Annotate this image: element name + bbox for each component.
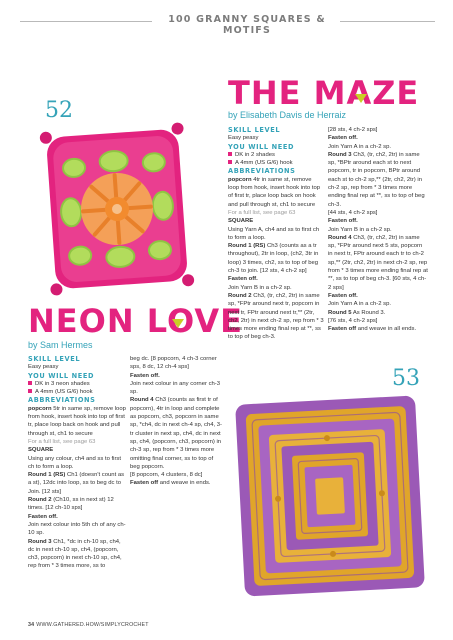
footer-url[interactable]: WWW.GATHERED.HOW/SIMPLYCROCHET <box>36 622 149 628</box>
title-triangle-icon <box>355 94 367 103</box>
instruction-line: Round 1 (RS) Ch3 (counts as a tr throughout), 2tr in loop, (ch2, 3tr in loop) 3 times, ch2, ss to top of beg ch-3 to join. [12 sts, 4 ch-2 sp] <box>228 243 319 275</box>
instruction-line: Fasten off and weave in all ends. <box>328 326 417 333</box>
neon-love-column-1 <box>28 355 128 571</box>
the-maze-title: THE MAZE <box>228 74 420 112</box>
instruction-line: Join Yarn B in a ch-2 sp. <box>228 284 292 291</box>
instruction-line: beg dc. [8 popcorn, 4 ch-3 corner sps, 8 dc, 12 ch-4 sps] <box>130 356 217 371</box>
title-triangle-icon <box>172 319 184 328</box>
instruction-line: Round 2 (Ch10, ss in next st) 12 times. [12 ch-10 sps] <box>28 497 114 512</box>
abbreviation: popcorn 5tr in same sp, remove loop from hook, insert hook into top of first tr, place loop back on hook and pull through st, ch1 to secure <box>28 405 126 437</box>
instruction-line: Fasten off. <box>328 135 358 142</box>
skill-level: Easy peasy <box>28 364 59 371</box>
neon-love-column-2 <box>130 355 222 488</box>
instruction-line: Using Yarn A, ch4 and ss to first ch to form a loop. <box>228 226 320 241</box>
bullet-icon <box>28 381 32 385</box>
pattern-number-53: 53 <box>392 366 420 391</box>
instruction-line: Join Yarn A in a ch-2 sp. <box>328 301 391 308</box>
header-rule-left <box>20 21 152 22</box>
the-maze-column-2 <box>328 126 428 333</box>
instruction-line: Round 3 Ch3, (tr, ch2, 2tr) in same sp, *BPtr around each st to next popcorn, tr in popcorn, BPtr around each st to ch-2 sp,** (2tr, ch2, 2tr) in ch-2 sp, rep from * 3 times more ending final rep at **, ss to top of beg ch-3. <box>328 151 425 208</box>
section-heading: YOU WILL NEED <box>228 142 295 151</box>
neon-love-byline: by Sam Hermes <box>28 340 93 350</box>
neon-love-photo <box>38 120 196 298</box>
section-heading: ABBREVIATIONS <box>228 167 296 176</box>
instruction-line: Join next colour into 5th ch of any ch-10 sp. <box>28 521 126 537</box>
abbreviation: popcorn 4tr in same st, remove loop from hook, insert hook into top of first tr, place loop back on hook and pull through st, ch1 to secure <box>228 176 321 208</box>
the-maze-byline: by Elisabeth Davis de Herraiz <box>228 110 347 120</box>
instruction-line: Join Yarn B in a ch-2 sp. <box>328 226 392 233</box>
instruction-line: Round 4 Ch3, (tr, ch2, 2tr) in same sp, *FPtr around next 5 sts, popcorn in next tr, FPtr around each tr to ch-2 sp,** (2tr, ch2, 2tr) in next ch-2 sp, rep from * 3 times more ending final rep at **, ss to top of beg ch-3. [60 sts, 4 ch-2 sps] <box>328 234 428 291</box>
section-heading: SKILL LEVEL <box>228 126 281 134</box>
instruction-line: Fasten off. <box>28 513 58 520</box>
instruction-line: [76 sts, 4 ch-2 sps] <box>328 317 378 324</box>
bullet-icon <box>228 152 232 156</box>
skill-level: Easy peasy <box>228 135 259 142</box>
section-heading: SKILL LEVEL <box>28 355 81 363</box>
instruction-line: Round 1 (RS) Ch1 (doesn't count as a st), 12dc into loop, ss to beg dc to Join. [12 sts] <box>28 472 125 495</box>
square-heading: SQUARE <box>228 218 254 225</box>
header-rule-right <box>340 21 435 22</box>
full-list-note: For a full list, see page 63 <box>228 209 296 216</box>
page-footer <box>28 622 149 628</box>
need-item: DK in 3 neon shades <box>28 380 128 388</box>
bullet-icon <box>228 160 232 164</box>
instruction-line: Fasten off. <box>328 218 358 225</box>
instruction-line: Join next colour in any corner ch-3 sp. <box>130 380 221 396</box>
instruction-line: [44 sts, 4 ch-2 sps] <box>328 209 378 216</box>
instructions <box>28 455 128 571</box>
page-number: 34 <box>28 622 35 628</box>
instructions <box>228 226 324 342</box>
section-heading: ABBREVIATIONS <box>28 396 96 405</box>
instruction-line: Round 5 As Round 3. <box>328 309 386 316</box>
full-list-note: For a full list, see page 63 <box>28 438 96 445</box>
neon-love-title: NEON LOVE <box>28 302 243 340</box>
need-item: A 4mm (US G/6) hook <box>228 159 324 167</box>
instruction-line: [8 popcorn, 4 clusters, 8 dc] <box>130 472 203 479</box>
section-heading: YOU WILL NEED <box>28 371 95 380</box>
pattern-number-52: 52 <box>45 98 73 123</box>
instruction-line: Using any colour, ch4 and ss to first ch to form a loop. <box>28 455 121 470</box>
instruction-line: Fasten off. <box>328 292 358 299</box>
the-maze-column-1 <box>228 126 324 342</box>
instruction-line: Fasten off. <box>130 372 160 379</box>
instruction-line: Fasten off and weave in ends. <box>130 480 211 487</box>
instruction-line: Round 2 Ch3, (tr, ch2, 2tr) in same sp, *FPtr around next tr, popcorn in next tr, FPtr around next tr,** (2tr, ch2, 2tr) in next ch-2 sp, rep from * 3 times more ending final rep at **, ss to top of beg ch-3. <box>228 292 324 341</box>
the-maze-photo <box>232 392 428 600</box>
bullet-icon <box>28 389 32 393</box>
instruction-line: Fasten off. <box>228 276 258 283</box>
need-item: A 4mm (US G/6) hook <box>28 388 128 396</box>
instruction-line: [28 sts, 4 ch-2 sps] <box>328 127 378 133</box>
instruction-line: Round 4 Ch3 (counts as first tr of popcorn), 4tr in loop and complete as popcorn, ch3, popcorn in same sp, *ch4, dc in next ch-4 sp, ch4, 3-tr cluster in next sp, ch4, dc in next sp, ch4, (popcorn, ch3, popcorn) in ch-3 sp, rep from * 3 times more omitting final corner, ss to top of beg popcorn. <box>130 397 223 470</box>
square-heading: SQUARE <box>28 447 54 454</box>
page-header <box>0 14 453 36</box>
need-item: DK in 2 shades <box>228 151 324 159</box>
instruction-line: Round 3 Ch1, *dc in ch-10 sp, ch4, dc in next ch-10 sp, ch4, (popcorn, ch3, popcorn) in next ch-10 sp, ch4, rep from * 3 times more, ss to <box>28 538 122 570</box>
header-title: 100 GRANNY SQUARES & MOTIFS <box>168 14 326 36</box>
instruction-line: Join Yarn A in a ch-2 sp. <box>328 143 391 150</box>
